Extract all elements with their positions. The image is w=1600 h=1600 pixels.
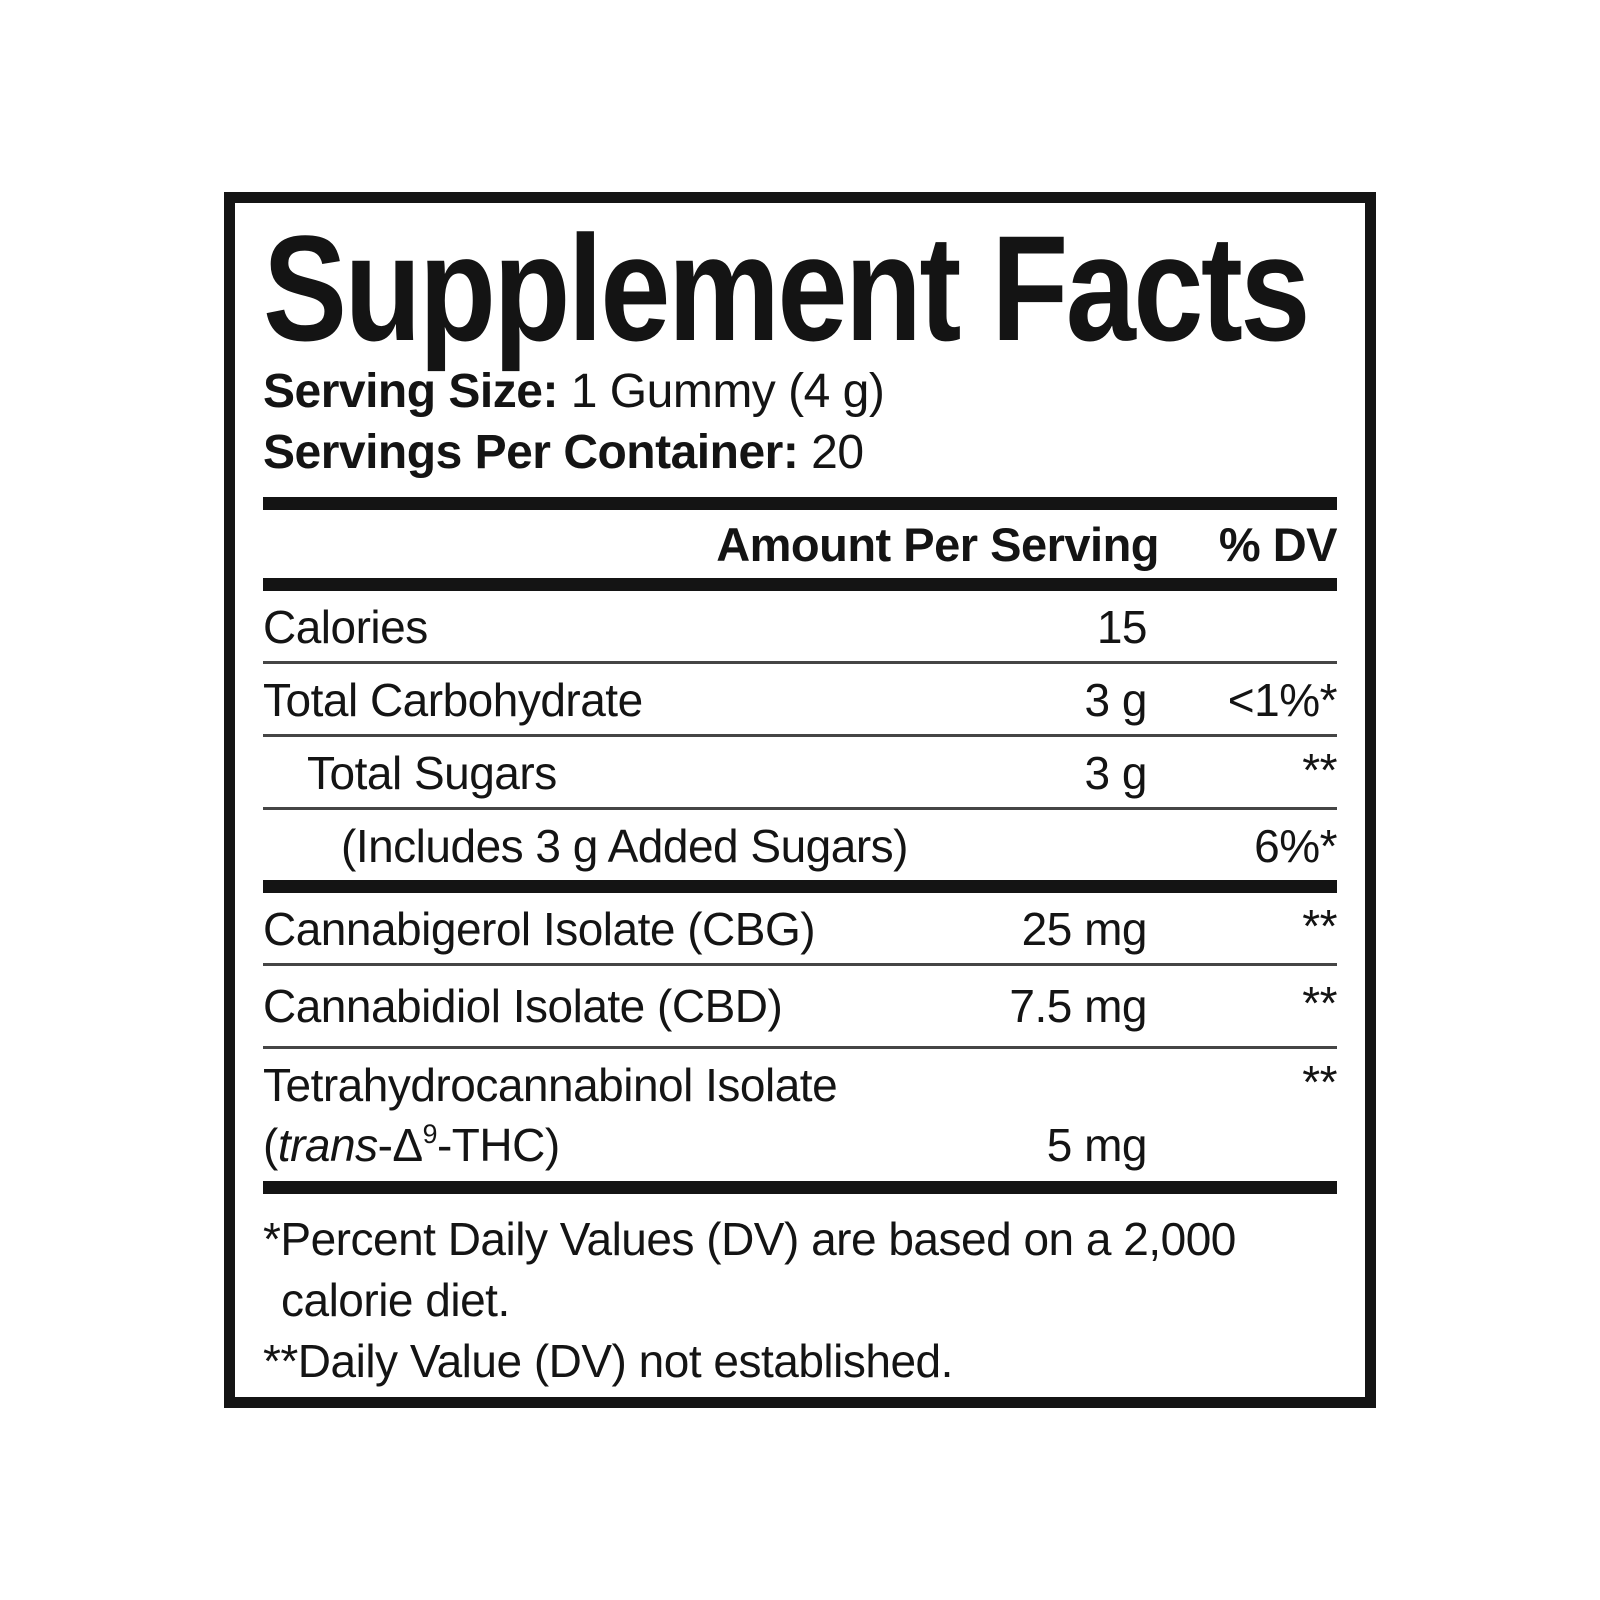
thick-divider-top — [263, 497, 1337, 510]
nutrient-dv: ** — [1302, 1056, 1337, 1108]
thc-suffix: -THC) — [436, 1119, 560, 1171]
header-amount-per-serving: Amount Per Serving — [716, 518, 1159, 571]
table-header — [263, 510, 1337, 578]
supplement-facts-label — [224, 192, 1376, 1408]
paren-open: ( — [263, 1119, 278, 1171]
footnote-daily-values-line2: calorie diet. — [281, 1274, 510, 1326]
servings-per-container-label: Servings Per Container: — [263, 426, 799, 479]
label-title: Supplement Facts — [263, 204, 1308, 372]
footnote-daily-values-line1: *Percent Daily Values (DV) are based on a 2,000 — [263, 1213, 1236, 1265]
nutrient-name: Total Carbohydrate — [263, 674, 643, 726]
trans-italic: trans — [277, 1119, 378, 1171]
table-row-cbd — [263, 966, 1337, 1046]
nutrient-amount: 25 mg — [1021, 903, 1147, 955]
footnote-dv-not-established: **Daily Value (DV) not established. — [263, 1335, 953, 1387]
nutrient-name: Calories — [263, 601, 428, 653]
nutrient-amount: 5 mg — [1046, 1119, 1147, 1171]
nutrient-name: Cannabigerol Isolate (CBG) — [263, 903, 816, 955]
table-row-total-sugars — [263, 737, 1337, 807]
thick-divider-bottom — [263, 1181, 1337, 1194]
nutrient-amount: 3 g — [1084, 674, 1147, 726]
nutrient-name: Cannabidiol Isolate (CBD) — [263, 980, 783, 1032]
table-row-cbg — [263, 893, 1337, 963]
delta-symbol: -Δ — [377, 1119, 423, 1171]
nutrient-dv: 6%* — [1254, 820, 1337, 872]
nutrient-dv: ** — [1302, 977, 1337, 1029]
nutrient-dv: <1%* — [1227, 674, 1337, 726]
thick-divider-header — [263, 578, 1337, 591]
nutrient-amount: 3 g — [1084, 747, 1147, 799]
nutrient-name-line1: Tetrahydrocannabinol Isolate — [263, 1059, 838, 1111]
nutrient-amount: 7.5 mg — [1009, 980, 1147, 1032]
serving-info — [263, 361, 1337, 483]
table-row-thc — [263, 1049, 1337, 1181]
servings-per-container-value: 20 — [798, 426, 864, 479]
nutrient-name: Total Sugars — [307, 747, 557, 799]
footnotes — [263, 1209, 1337, 1392]
thick-divider-middle — [263, 880, 1337, 893]
table-row-total-carbohydrate — [263, 664, 1337, 734]
superscript-9: 9 — [422, 1119, 437, 1150]
nutrient-name: (Includes 3 g Added Sugars) — [341, 820, 908, 872]
nutrient-dv: ** — [1302, 744, 1337, 796]
nutrient-chemical-name — [263, 1120, 947, 1170]
nutrient-name — [263, 1060, 1147, 1170]
header-percent-dv: % DV — [1218, 518, 1337, 571]
table-row-added-sugars — [263, 810, 1337, 880]
nutrient-amount: 15 — [1096, 601, 1147, 653]
nutrient-dv: ** — [1302, 900, 1337, 952]
servings-per-container-row — [263, 422, 1337, 483]
serving-size-value: 1 Gummy (4 g) — [557, 365, 885, 418]
nutrient-name-line2 — [263, 1120, 1147, 1170]
serving-size-label: Serving Size: — [263, 365, 558, 418]
table-row-calories — [263, 591, 1337, 661]
